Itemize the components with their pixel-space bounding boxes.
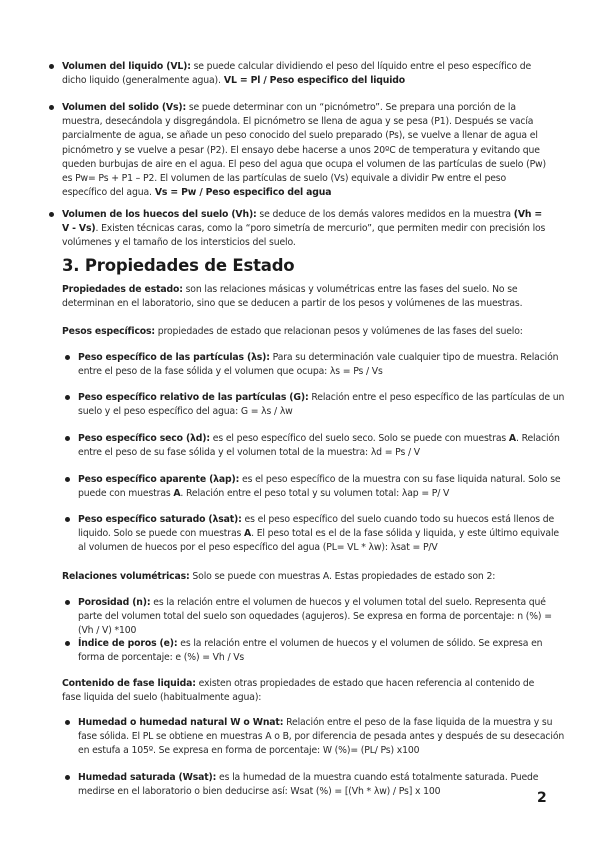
paragraph-relaciones-volumetricas: Relaciones volumétricas: Solo se puede con muestras A. Estas propiedades de estado son 2: [62, 571, 496, 582]
bullet-dot [65, 775, 70, 780]
bullet-peso-aparente: Peso específico aparente (λap): es el peso específico de la muestra con su fase liquida natural. Solo se puede con muestras A. Relación entre el peso total y su volumen total: λap = P/ V [62, 473, 568, 501]
bullet-dot [65, 477, 70, 482]
bullet-humedad-saturada: Humedad saturada (Wsat): es la humedad de la muestra cuando está totalmente saturada. Puede medirse en el laboratorio o bien deducirse así: Wsat (%) = [(Vh * λw) / Ps] x 100 [62, 771, 568, 799]
bullet-volumen-liquido: Volumen del liquido (VL): se puede calcular dividiendo el peso del líquido entre el peso específico de dicho liquido (generalmente agua). VL = Pl / Peso especifico del liquido [62, 60, 552, 88]
bullet-peso-relativo: Peso específico relativo de las partículas (G): Relación entre el peso específico de las partículas de un suelo y el peso específico del agua: G = λs / λw [62, 391, 568, 419]
bullet-volumen-solido: Volumen del solido (Vs): se puede determinar con un “picnómetro”. Se prepara una porción de la muestra, desecándola y disgregándola. El picnómetro se llena de agua y se pesa (P1). Después se vacía parcialmente de agua, se añade un peso conocido del suelo preparado (Ps), se vuelve a llenar de agua el picnómetro y se vuelve a pesar (P2). El ensayo debe hacerse a unos 20ºC de temperatura y evitando que queden burbujas de aire en el agua. El peso del agua que ocupa el volumen de las partículas de suelo (Pw) es Pw= Ps + P1 – P2. El volumen de las partículas de suelo (Vs) equivale a dividir Pw entre el peso específico del agua. Vs = Pw / Peso especifico del agua [62, 101, 552, 200]
paragraph-pesos-especificos: Pesos específicos: propiedades de estado que relacionan pesos y volúmenes de las fases del suelo: [62, 326, 523, 337]
bullet-porosidad: Porosidad (n): es la relación entre el volumen de huecos y el volumen total del suelo. Representa qué parte del volumen total del suelo son oquedades (agujeros). Se expresa en forma de porcentaje: n (%) = (Vh / V) *100 [62, 596, 568, 639]
section-title: 3. Propiedades de Estado [62, 256, 295, 275]
bullet-dot [65, 436, 70, 441]
bullet-dot [65, 395, 70, 400]
page-number: 2 [537, 790, 547, 806]
bullet-dot [65, 355, 70, 360]
bullet-volumen-huecos: Volumen de los huecos del suelo (Vh): se deduce de los demás valores medidos en la muestra (Vh = V - Vs). Existen técnicas caras, como la “poro simetría de mercurio”, que permiten medir con precisión los volúmenes y el tamaño de los intersticios del suelo. [62, 208, 552, 251]
bullet-peso-saturado: Peso específico saturado (λsat): es el peso específico del suelo cuando todo su huecos está llenos de liquido. Solo se puede con muestras A. El peso total es el de la fase sólida y liquida, y este último equivale al volumen de huecos por el peso específico del agua (PL= VL * λw): λsat = P/V [62, 513, 568, 556]
bullet-peso-particulas: Peso específico de las partículas (λs): Para su determinación vale cualquier tipo de muestra. Relación entre el peso de la fase sólida y el volumen que ocupa: λs = Ps / Vs [62, 351, 568, 379]
bullet-dot [49, 105, 54, 110]
bullet-dot [49, 64, 54, 69]
bullet-dot [65, 517, 70, 522]
bullet-dot [65, 720, 70, 725]
paragraph-propiedades-estado: Propiedades de estado: son las relaciones másicas y volumétricas entre las fases del suelo. No se determinan en el laboratorio, sino que se deducen a partir de los pesos y volúmenes de las muestras. [62, 284, 523, 310]
bullet-dot [65, 641, 70, 646]
paragraph-contenido-fase-liquida: Contenido de fase liquida: existen otras propiedades de estado que hacen referencia al contenido de fase liquida del suelo (habitualmente agua): [62, 678, 535, 704]
bullet-indice-poros: Índice de poros (e): es la relación entre el volumen de huecos y el volumen de sólido. Se expresa en forma de porcentaje: e (%) = Vh / Vs [62, 637, 568, 665]
bullet-humedad-natural: Humedad o humedad natural W o Wnat: Relación entre el peso de la fase liquida de la muestra y su fase sólida. El PL se obtiene en muestras A o B, por diferencia de pesada antes y después de su desecación en estufa a 105º. Se expresa en forma de porcentaje: W (%)= (PL/ Ps) x100 [62, 716, 568, 759]
bullet-peso-seco: Peso específico seco (λd): es el peso específico del suelo seco. Solo se puede con muestras A. Relación entre el peso de su fase sólida y el volumen total de la muestra: λd = Ps / V [62, 432, 568, 460]
bullet-dot [49, 212, 54, 217]
bullet-dot [65, 600, 70, 605]
